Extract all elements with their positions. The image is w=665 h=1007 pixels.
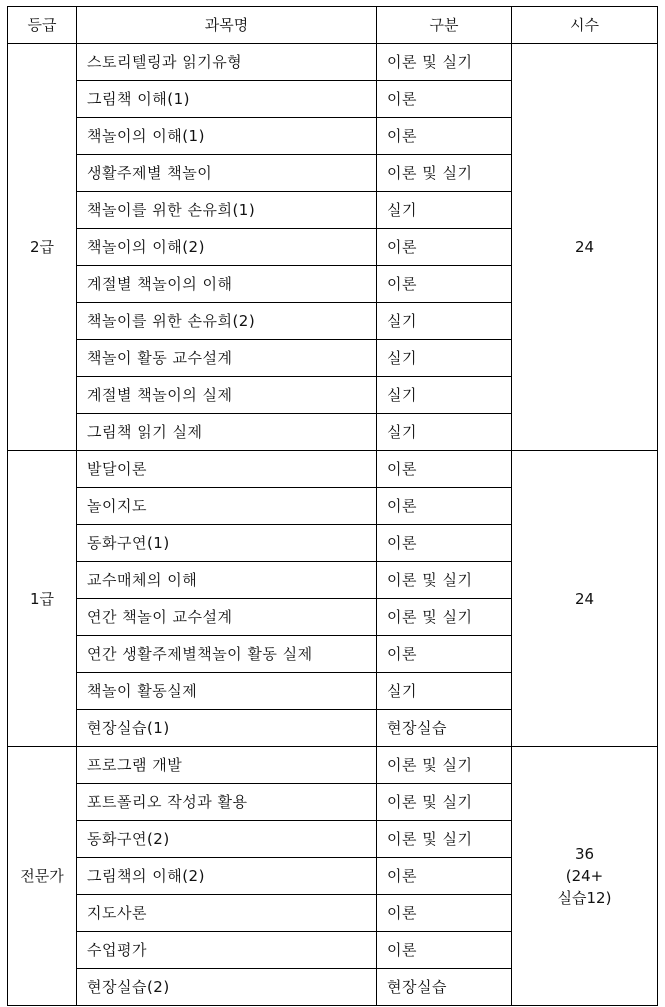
type-cell: 이론 [377,525,512,562]
subject-cell: 그림책 읽기 실제 [77,414,377,451]
hours-cell [512,451,658,747]
hours-line: 24 [574,238,595,256]
subject-cell: 동화구연(1) [77,525,377,562]
curriculum-table [7,6,658,1006]
subject-cell: 연간 책놀이 교수설계 [77,599,377,636]
type-cell: 이론 및 실기 [377,562,512,599]
subject-cell: 발달이론 [77,451,377,488]
header-subject: 과목명 [77,7,377,44]
subject-cell: 현장실습(1) [77,710,377,747]
header-row [8,7,658,44]
table-row [8,451,658,488]
type-cell: 이론 [377,858,512,895]
type-cell: 이론 [377,118,512,155]
subject-cell: 계절별 책놀이의 실제 [77,377,377,414]
hours-line: 36 [574,845,595,863]
header-grade: 등급 [8,7,77,44]
type-cell: 이론 [377,266,512,303]
type-cell: 실기 [377,303,512,340]
hours-cell [512,44,658,451]
header-hours: 시수 [512,7,658,44]
subject-cell: 교수매체의 이해 [77,562,377,599]
type-cell: 실기 [377,377,512,414]
type-cell: 이론 [377,488,512,525]
subject-cell: 책놀이 활동실제 [77,673,377,710]
subject-cell: 책놀이를 위한 손유희(2) [77,303,377,340]
type-cell: 이론 및 실기 [377,784,512,821]
subject-cell: 그림책의 이해(2) [77,858,377,895]
subject-cell: 스토리텔링과 읽기유형 [77,44,377,81]
type-cell: 이론 및 실기 [377,747,512,784]
type-cell: 이론 [377,451,512,488]
type-cell: 이론 [377,636,512,673]
type-cell: 이론 [377,932,512,969]
grade-cell: 1급 [8,451,77,747]
header-type: 구분 [377,7,512,44]
type-cell: 이론 [377,81,512,118]
hours-line: 실습12) [557,889,612,907]
subject-cell: 책놀이의 이해(2) [77,229,377,266]
type-cell: 이론 및 실기 [377,821,512,858]
hours-line: (24+ [565,867,604,885]
subject-cell: 생활주제별 책놀이 [77,155,377,192]
type-cell: 이론 [377,229,512,266]
subject-cell: 동화구연(2) [77,821,377,858]
hours-cell [512,747,658,1006]
subject-cell: 책놀이의 이해(1) [77,118,377,155]
subject-cell: 포트폴리오 작성과 활용 [77,784,377,821]
hours-line: 24 [574,589,595,608]
grade-cell: 2급 [8,44,77,451]
subject-cell: 놀이지도 [77,488,377,525]
type-cell: 이론 [377,895,512,932]
type-cell: 현장실습 [377,969,512,1006]
type-cell: 실기 [377,340,512,377]
subject-cell: 연간 생활주제별책놀이 활동 실제 [77,636,377,673]
subject-cell: 책놀이를 위한 손유희(1) [77,192,377,229]
subject-cell: 현장실습(2) [77,969,377,1006]
table-row [8,747,658,784]
type-cell: 실기 [377,673,512,710]
type-cell: 이론 및 실기 [377,599,512,636]
type-cell: 이론 및 실기 [377,44,512,81]
subject-cell: 그림책 이해(1) [77,81,377,118]
subject-cell: 계절별 책놀이의 이해 [77,266,377,303]
table-header [8,7,658,44]
type-cell: 현장실습 [377,710,512,747]
grade-cell: 전문가 [8,747,77,1006]
subject-cell: 책놀이 활동 교수설계 [77,340,377,377]
subject-cell: 프로그램 개발 [77,747,377,784]
type-cell: 실기 [377,414,512,451]
subject-cell: 수업평가 [77,932,377,969]
table-body [8,44,658,1006]
table-row [8,44,658,81]
subject-cell: 지도사론 [77,895,377,932]
type-cell: 실기 [377,192,512,229]
type-cell: 이론 및 실기 [377,155,512,192]
